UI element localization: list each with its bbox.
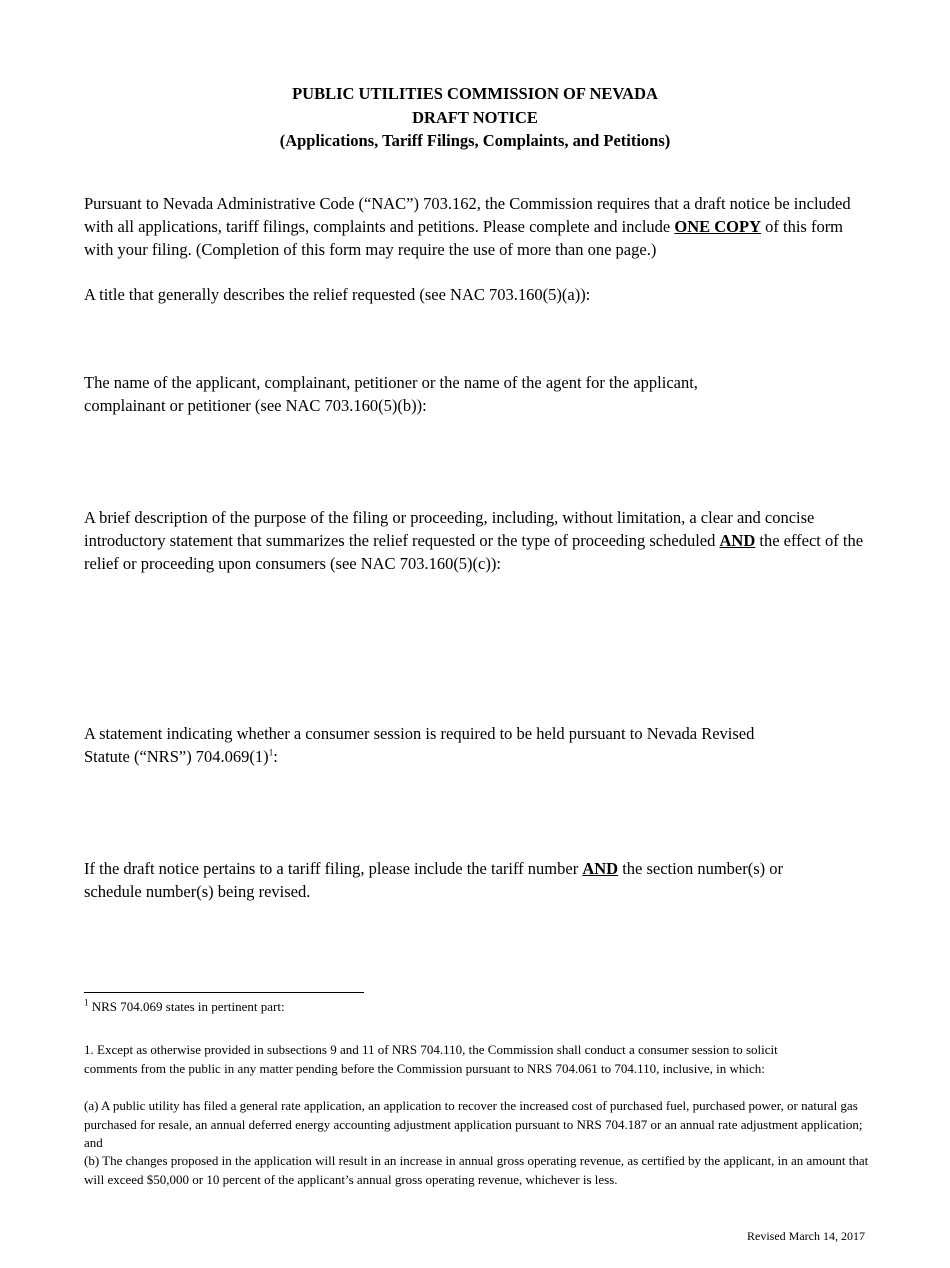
footnote-item-1: 1. Except as otherwise provided in subsections 9 and 11 of NRS 704.110, the Commission shall conduct a consumer session to solicit comments from the public in any matter pending before the Commission pursuant to NRS 704.061 to 704.110, inclusive, in which: bbox=[84, 1042, 778, 1076]
tariff-prompt: If the draft notice pertains to a tariff filing, please include the tariff number AND the section number(s) or schedule number(s) being revised. bbox=[84, 859, 784, 901]
header-subtitle: DRAFT NOTICE bbox=[412, 107, 538, 127]
header-scope: (Applications, Tariff Filings, Complaints, and Petitions) bbox=[279, 131, 671, 150]
one-copy-emphasis: ONE COPY bbox=[674, 217, 761, 236]
footnote-item-b: (b) The changes proposed in the application will result in an increase in annual gross operating revenue, as certified by the applicant, in an amount that will exceed $50,000 or 10 percent of the applicant’s annual gross operating revenue, whichever is less. bbox=[84, 1153, 869, 1187]
footnote-intro: $^1$ NRS 704.069 states in pertinent part: bbox=[84, 997, 285, 1014]
title-prompt: A title that generally describes the relief requested (see NAC 703.160(5)(a)): bbox=[84, 285, 591, 304]
document-header bbox=[0, 82, 950, 153]
name-prompt: The name of the applicant, complainant, petitioner or the name of the agent for the applicant, complainant or petitioner (see NAC 703.160(5)(b)): bbox=[84, 373, 698, 415]
footnote-reference: 1 bbox=[268, 747, 274, 758]
and-emphasis: AND bbox=[719, 531, 756, 550]
intro-paragraph: Pursuant to Nevada Administrative Code (“NAC”) 703.162, the Commission requires that a draft notice be included with all applications, tariff filings, complaints and petitions. Please complete and include ONE COPY of this form with your filing. (Completion of this form may require the use of more than one page.) bbox=[84, 194, 851, 259]
description-prompt: A brief description of the purpose of the filing or proceeding, including, without limitation, a clear and concise introductory statement that summarizes the relief requested or the type of proceeding scheduled AND the effect of the relief or proceeding upon consumers (see NAC 703.160(5)(c)): bbox=[84, 508, 864, 573]
and-emphasis: AND bbox=[582, 859, 619, 878]
revision-date: Revised March 14, 2017 bbox=[747, 1229, 865, 1243]
footnote-mark: 1 bbox=[84, 997, 89, 1008]
consumer-session-prompt: A statement indicating whether a consumer session is required to be held pursuant to Nevada Revised Statute (“NRS”) $704.069(1)^1$: bbox=[84, 724, 755, 766]
footnote-divider bbox=[84, 992, 364, 993]
footnote-item-a: (a) A public utility has filed a general rate application, an application to recover the increased cost of purchased fuel, purchased power, or natural gas purchased for resale, an annual deferred energy accounting adjustment application pursuant to NRS 704.187 or an annual rate adjustment application; and bbox=[84, 1098, 863, 1150]
header-title: PUBLIC UTILITIES COMMISSION OF NEVADA bbox=[292, 84, 658, 103]
